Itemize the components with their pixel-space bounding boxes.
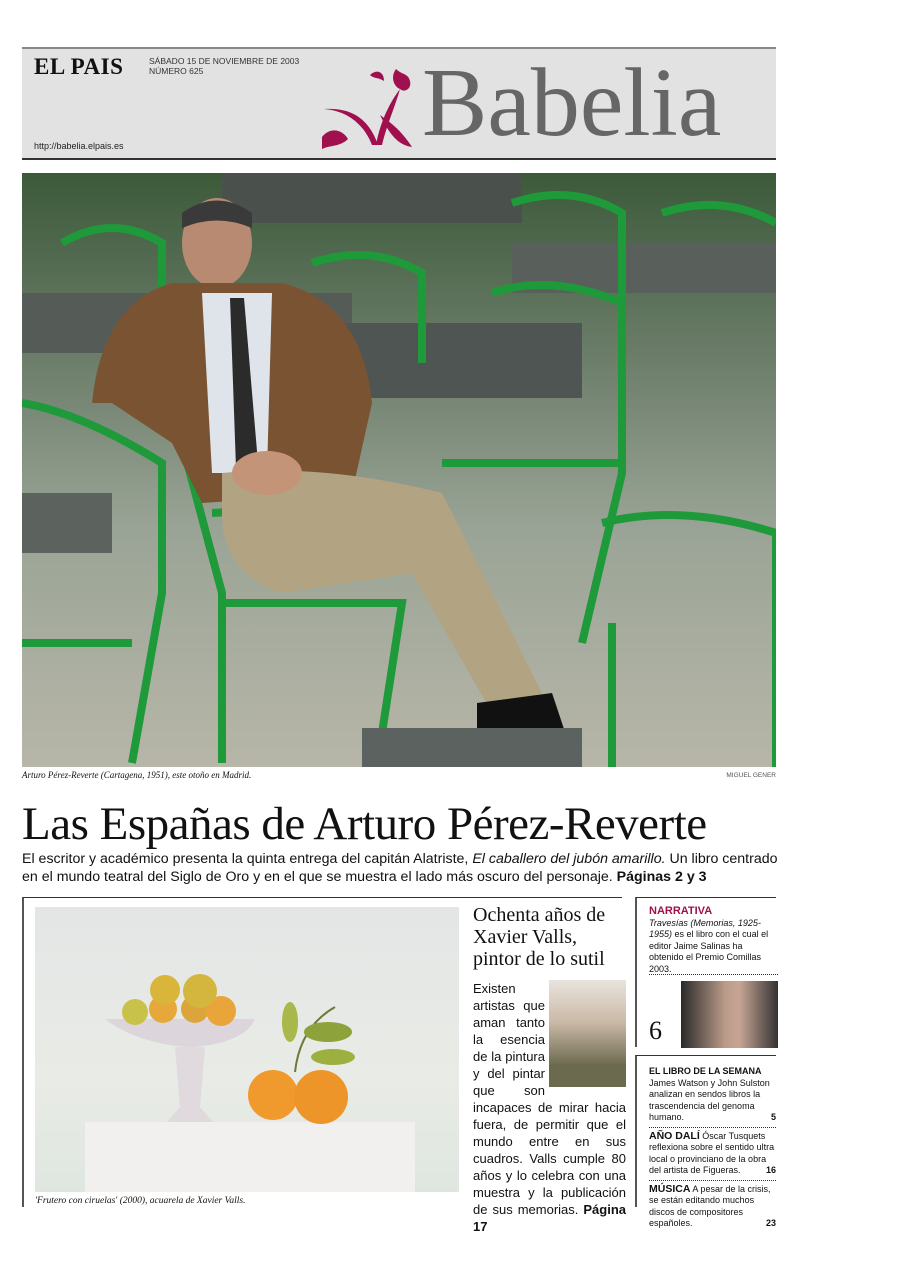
narrativa-box [635,897,776,1047]
painting-image [35,907,459,1192]
item-text: A pesar de la crisis, se están editando muchos discos de compositores españoles. [649,1183,771,1228]
page-number[interactable]: 6 [649,1016,662,1045]
photo-caption: Arturo Pérez-Reverte (Cartagena, 1951), este otoño en Madrid. [22,770,252,780]
contents-item[interactable] [649,1181,776,1230]
item-label: EL LIBRO DE LA SEMANA [649,1066,762,1076]
painting-caption: 'Frutero con ciruelas' (2000), acuarela de Xavier Valls. [35,1196,246,1206]
table-top [22,493,112,553]
item-label: AÑO DALÍ [649,1129,700,1142]
xavier-valls-portrait [549,980,626,1087]
book-title: El caballero del jubón amarillo. [472,851,666,867]
narrativa-text: es el libro con el cual el editor Jaime Salinas ha obtenido el Premio Comillas 2003. [649,929,769,974]
photo-illustration [22,173,776,767]
body-text: Existen artistas que aman tanto la esencia de la pintura y del pintar que son incapaces de mirar hacia fuera, de permitir que el mundo entre en sus cuadros. Valls cumple 80 años y lo celebra con una muestra y la publicación de sus memorias. [473,981,626,1217]
issue-number: NÚMERO 625 [149,66,204,76]
flower-ornament-icon [320,67,415,152]
deck-text: Un libro centrado en el mundo teatral del Siglo de Oro y en el que se muestra el lado más oscuro del personaje. [22,851,778,885]
deck-text: El escritor y académico presenta la quinta entrega del capitán Alatriste, [22,851,473,867]
still-life-painting [35,907,459,1192]
contents-list [635,1055,776,1228]
secondary-headline[interactable]: Ochenta años de Xavier Valls, pintor de lo sutil [473,904,606,970]
contents-item[interactable] [649,1128,776,1180]
jaime-salinas-photo [681,981,778,1048]
page-reference[interactable]: Páginas 2 y 3 [616,869,707,885]
site-url[interactable]: http://babelia.elpais.es [34,141,124,151]
item-text: James Watson y John Sulston analizan en sendos libros la trascendencia del genoma humano. [649,1077,770,1122]
el-pais-logo[interactable]: EL PAIS [34,54,124,79]
masthead [22,47,776,160]
item-page: 16 [765,1165,776,1175]
table-top [222,173,522,223]
section-title: Babelia [422,49,722,157]
main-deck [22,850,782,886]
item-page: 23 [765,1218,776,1228]
narrativa-content [637,898,776,975]
item-text: Óscar Tusquets reflexiona sobre el sentido ultra local o provinciano de la obra del artista de Figueras. [649,1130,775,1175]
issue-date: SÁBADO 15 DE NOVIEMBRE DE 2003 [149,56,300,66]
page-reference[interactable]: Página 17 [473,1202,626,1234]
main-photo [22,173,776,767]
contents-item[interactable] [649,1066,776,1127]
book-title: Travesías (Memorias, 1925-1955) [649,917,761,939]
secondary-body [473,980,626,1235]
issue-info [149,56,299,76]
narrativa-label[interactable]: NARRATIVA [649,905,713,917]
contents-items [637,1056,776,1230]
item-page: 5 [770,1112,776,1122]
item-label: MÚSICA [649,1182,691,1195]
photo-credit: MIGUEL GENER [726,772,776,779]
divider [649,974,778,975]
main-headline[interactable]: Las Españas de Arturo Pérez-Reverte [22,798,707,850]
